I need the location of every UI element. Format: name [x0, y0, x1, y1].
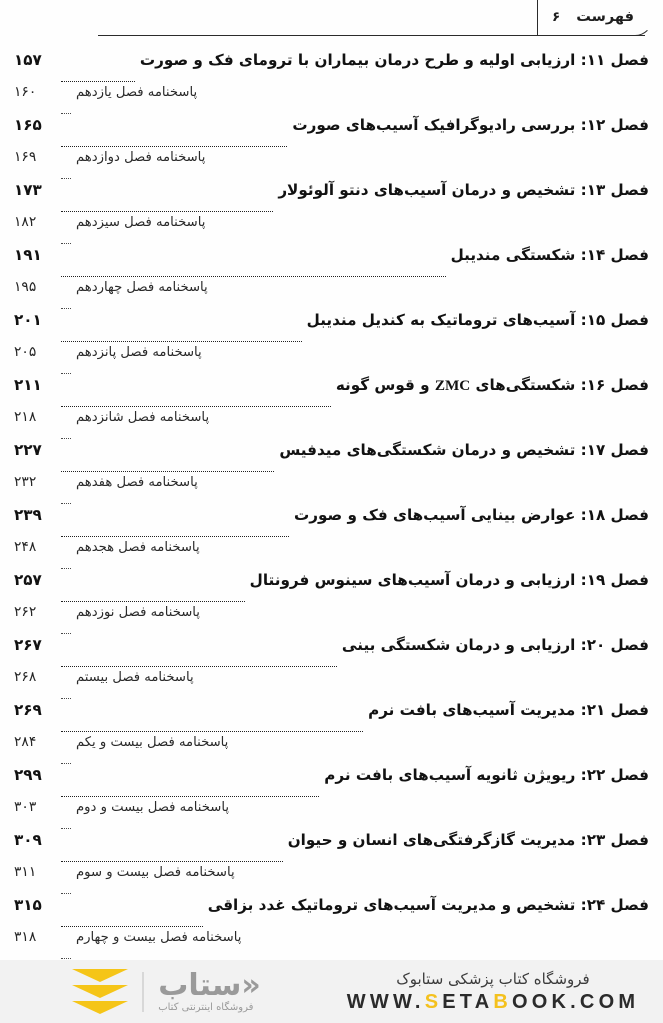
dot-leader [61, 243, 71, 244]
toc-chapter-row[interactable] [14, 118, 649, 151]
toc-chapter-row[interactable] [14, 183, 649, 216]
toc-entry-page-number: ۲۵۷ [14, 571, 42, 589]
toc-entry-label: پاسخنامه فصل سیزدهم [76, 214, 206, 230]
toc-entry-page-number: ۲۶۲ [14, 603, 37, 620]
toc-entry-page-number: ۲۱۱ [14, 376, 42, 394]
toc-chapter-row[interactable] [14, 248, 649, 281]
dot-leader [61, 633, 71, 634]
logo-word-main [158, 967, 261, 1003]
toc-entry-label: فصل ۲۴: تشخیص و مدیریت آسیب‌های تروماتیک غدد بزاقی [207, 896, 649, 914]
toc-answer-row[interactable] [14, 213, 649, 249]
toc-entry-page-number: ۳۰۳ [14, 798, 37, 815]
toc-answer-row[interactable] [14, 863, 649, 899]
dot-leader [61, 373, 71, 374]
dot-leader [61, 666, 337, 667]
dot-leader [61, 341, 302, 342]
dot-leader [61, 796, 319, 797]
toc-entry-page-number: ۲۳۹ [14, 506, 42, 524]
toc-entry-page-number: ۲۲۷ [14, 441, 42, 459]
toc-chapter-row[interactable] [14, 833, 649, 866]
toc-entry-label: فصل ۲۲: ریویژن ثانویه آسیب‌های بافت نرم [324, 766, 649, 784]
toc-entry-label: فصل ۱۷: تشخیص و درمان شکستگی‌های میدفیس [279, 441, 649, 459]
toc-entry-label: فصل ۱۹: ارزیابی و درمان آسیب‌های سینوس فرونتال [249, 571, 649, 589]
toc-entry-page-number: ۱۶۹ [14, 148, 37, 165]
toc-entry-label: پاسخنامه فصل هجدهم [76, 539, 200, 555]
dot-leader [61, 406, 331, 407]
dot-leader [61, 113, 71, 114]
url-suffix: OOK.COM [512, 990, 640, 1013]
dot-leader [61, 601, 245, 602]
shop-url[interactable] [347, 991, 639, 1014]
toc-entry-label: فصل ۱۲: بررسی رادیوگرافیک آسیب‌های صورت [292, 116, 649, 134]
header-tab [537, 0, 653, 36]
toc-chapter-row[interactable] [14, 508, 649, 541]
chevron-logo-icon [72, 969, 128, 1014]
dot-leader [61, 178, 71, 179]
toc-entry-page-number: ۳۰۹ [14, 831, 42, 849]
dot-leader [61, 471, 274, 472]
toc-chapter-row[interactable] [14, 573, 649, 606]
toc-entry-page-number: ۲۰۵ [14, 343, 37, 360]
toc-entry-page-number: ۲۳۲ [14, 473, 37, 490]
toc-entry-label: پاسخنامه فصل بیستم [76, 669, 194, 685]
dot-leader [61, 731, 363, 732]
toc-answer-row[interactable] [14, 148, 649, 184]
logo-word-text: ستاب [158, 967, 242, 1003]
toc-entry-label: پاسخنامه فصل بیست و سوم [76, 864, 235, 880]
toc-entry-label: فصل ۲۰: ارزیابی و درمان شکستگی بینی [341, 636, 649, 654]
toc-entry-page-number: ۲۰۱ [14, 311, 42, 329]
toc-entry-page-number: ۱۵۷ [14, 51, 42, 69]
dot-leader [61, 828, 71, 829]
toc-entry-page-number: ۲۶۷ [14, 636, 42, 654]
dot-leader [61, 81, 135, 82]
toc-chapter-row[interactable] [14, 898, 649, 931]
toc-entry-label: فصل ۱۶: شکستگی‌های ZMC و قوس گونه [335, 376, 649, 394]
toc-entry-label: فصل ۲۳: مدیریت گازگرفتگی‌های انسان و حیوان [287, 831, 649, 849]
toc-chapter-row[interactable] [14, 53, 649, 86]
guillemet-icon: « [241, 967, 261, 1003]
toc-entry-page-number: ۲۹۹ [14, 766, 42, 784]
toc-entry-page-number: ۳۱۱ [14, 863, 37, 880]
toc-entry-page-number: ۲۱۸ [14, 408, 37, 425]
toc-entry-page-number: ۳۱۵ [14, 896, 42, 914]
toc-entry-page-number: ۱۹۱ [14, 246, 42, 264]
toc-chapter-row[interactable] [14, 703, 649, 736]
toc-entry-page-number: ۱۶۰ [14, 83, 37, 100]
toc-chapter-row[interactable] [14, 313, 649, 346]
page-title: فهرست [576, 8, 634, 25]
shop-name: فروشگاه کتاب پزشکی ستابوک [396, 969, 590, 988]
dot-leader [61, 698, 71, 699]
dot-leader [61, 958, 71, 959]
toc-entry-label: فصل ۱۳: تشخیص و درمان آسیب‌های دنتو آلوئولار [278, 181, 649, 199]
url-letters-eta: ETA [442, 990, 494, 1013]
toc-entry-label: پاسخنامه فصل بیست و یکم [76, 734, 229, 750]
toc-answer-row[interactable] [14, 603, 649, 639]
toc-chapter-row[interactable] [14, 443, 649, 476]
toc-entry-page-number: ۲۸۴ [14, 733, 37, 750]
dot-leader [61, 893, 71, 894]
toc-entry-label: فصل ۲۱: مدیریت آسیب‌های بافت نرم [368, 701, 649, 719]
footer-banner [0, 960, 663, 1023]
dot-leader [61, 503, 71, 504]
url-prefix: WWW. [346, 990, 425, 1013]
logo-wordmark [158, 967, 261, 1013]
toc-list [14, 53, 649, 963]
dot-leader [61, 861, 283, 862]
logo-word-sub: فروشگاه اینترنتی کتاب [158, 1001, 254, 1013]
dot-leader [61, 276, 446, 277]
toc-entry-page-number: ۲۴۸ [14, 538, 37, 555]
toc-entry-label: پاسخنامه فصل چهاردهم [76, 279, 208, 295]
toc-entry-label: پاسخنامه فصل بیست و دوم [76, 799, 230, 815]
dot-leader [61, 763, 71, 764]
toc-entry-page-number: ۱۹۵ [14, 278, 37, 295]
toc-answer-row[interactable] [14, 798, 649, 834]
footer-logo [0, 969, 333, 1014]
toc-entry-page-number: ۱۸۲ [14, 213, 37, 230]
toc-answer-row[interactable] [14, 83, 649, 119]
dot-leader [61, 211, 273, 212]
toc-chapter-row[interactable] [14, 768, 649, 801]
toc-entry-label: پاسخنامه فصل شانزدهم [76, 409, 210, 425]
toc-entry-label: فصل ۱۸: عوارض بینایی آسیب‌های فک و صورت [294, 506, 649, 524]
toc-entry-label: فصل ۱۴: شکستگی مندیبل [450, 246, 649, 264]
toc-answer-row[interactable] [14, 538, 649, 574]
url-letter-s: S [424, 990, 443, 1013]
header-page-number: ۶ [552, 8, 561, 25]
latin-term: ZMC [434, 377, 471, 394]
toc-answer-row[interactable] [14, 473, 649, 509]
toc-entry-label: پاسخنامه فصل بیست و چهارم [76, 929, 242, 945]
dot-leader [61, 308, 71, 309]
toc-entry-page-number: ۳۱۸ [14, 928, 37, 945]
dot-leader [61, 146, 287, 147]
dot-leader [61, 438, 71, 439]
toc-entry-label: پاسخنامه فصل نوزدهم [76, 604, 200, 620]
page-header [0, 0, 663, 50]
toc-entry-page-number: ۲۶۸ [14, 668, 37, 685]
toc-entry-label: پاسخنامه فصل پانزدهم [76, 344, 202, 360]
toc-entry-label: پاسخنامه فصل دوازدهم [76, 149, 206, 165]
toc-answer-row[interactable] [14, 278, 649, 314]
toc-answer-row[interactable] [14, 668, 649, 704]
toc-entry-label: پاسخنامه فصل یازدهم [76, 84, 198, 100]
toc-chapter-row[interactable] [14, 638, 649, 671]
dot-leader [61, 568, 71, 569]
toc-entry-label: فصل ۱۵: آسیب‌های تروماتیک به کندیل مندیبل [306, 311, 649, 329]
toc-entry-page-number: ۲۶۹ [14, 701, 42, 719]
dot-leader [61, 926, 203, 927]
toc-answer-row[interactable] [14, 343, 649, 379]
toc-entry-label: فصل ۱۱: ارزیابی اولیه و طرح درمان بیماران با ترومای فک و صورت [139, 51, 649, 69]
dot-leader [61, 536, 289, 537]
toc-entry-label: پاسخنامه فصل هفدهم [76, 474, 198, 490]
toc-entry-page-number: ۱۷۳ [14, 181, 42, 199]
toc-answer-row[interactable] [14, 733, 649, 769]
toc-chapter-row[interactable] [14, 378, 649, 411]
footer-text-block [333, 970, 663, 1014]
logo-divider [142, 972, 144, 1012]
toc-answer-row[interactable] [14, 408, 649, 444]
toc-answer-row[interactable] [14, 928, 649, 964]
toc-entry-page-number: ۱۶۵ [14, 116, 42, 134]
url-letter-b: B [493, 990, 513, 1013]
